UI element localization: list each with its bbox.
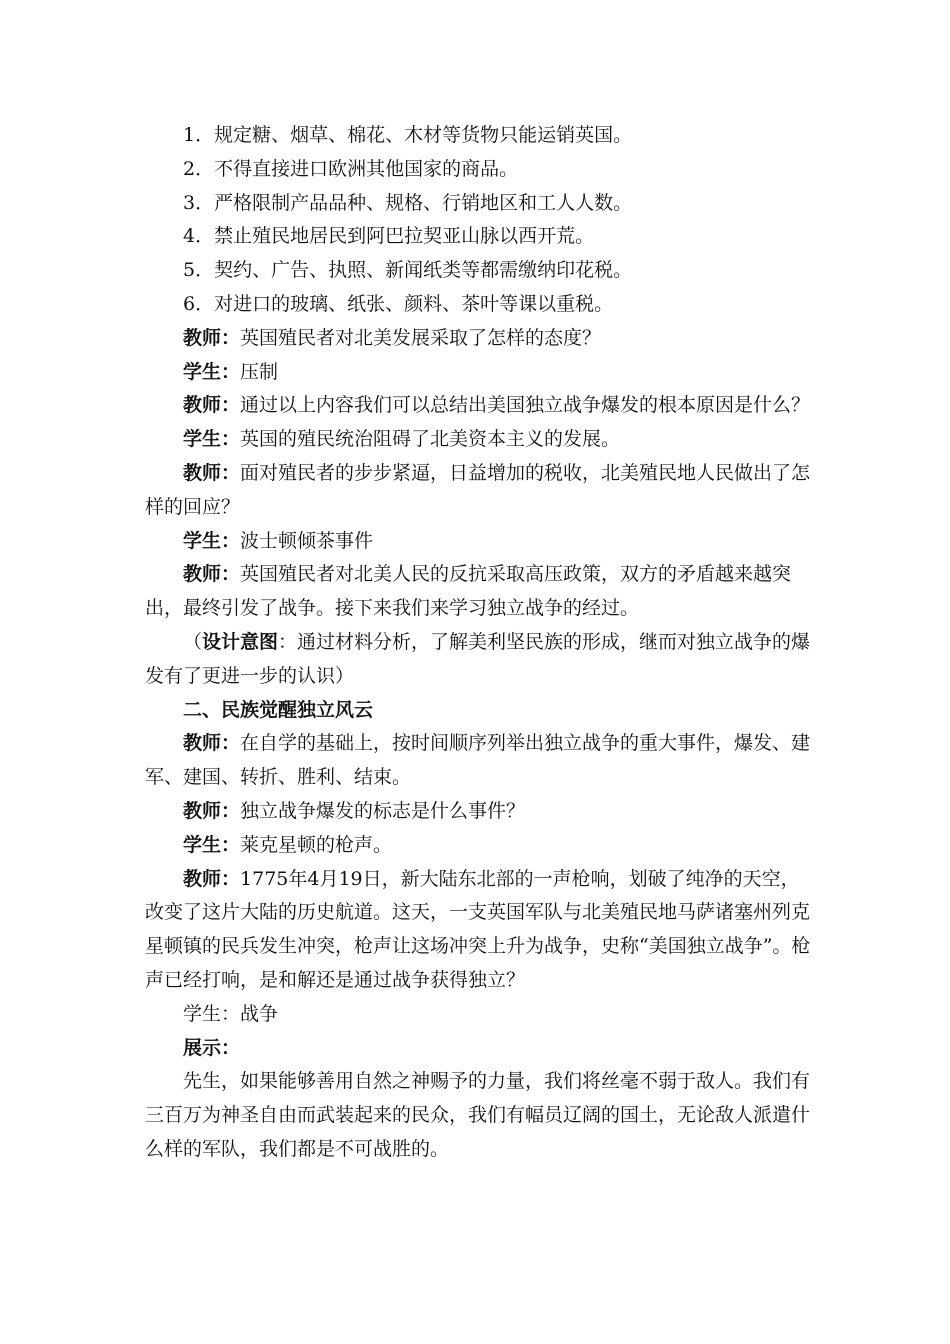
dialogue-line xyxy=(145,389,813,423)
speaker-label: 教师： xyxy=(183,563,241,586)
dialogue-text: 通过以上内容我们可以总结出美国独立战争爆发的根本原因是什么？ xyxy=(240,394,811,417)
speaker-label: 教师： xyxy=(183,461,241,484)
design-note-label: 设计意图 xyxy=(202,630,279,653)
dialogue-text: 波士顿倾茶事件 xyxy=(240,529,374,552)
design-note xyxy=(145,626,813,694)
dialogue-text: 英国殖民者对北美人民的反抗采取高压政策，双方的矛盾越来越突出，最终引发了战争。接下来我们来学习独立战争的经过。 xyxy=(145,563,792,620)
dialogue-line xyxy=(145,322,813,356)
dialogue-line xyxy=(145,356,813,390)
dialogue-text: 压制 xyxy=(240,360,279,383)
design-note-text: ：通过材料分析，了解美利坚民族的形成，继而对独立战争的爆发有了更进一步的认识） xyxy=(145,630,811,687)
list-item-4: 4．禁止殖民地居民到阿巴拉契亚山脉以西开荒。 xyxy=(183,225,595,248)
list-item-3: 3．严格限制产品品种、规格、行销地区和工人人数。 xyxy=(183,191,633,214)
list-item-6: 6．对进口的玻璃、纸张、颜料、茶叶等课以重税。 xyxy=(183,292,614,315)
dialogue-text: 独立战争爆发的标志是什么事件？ xyxy=(240,799,526,822)
student-reply: 学生：战争 xyxy=(183,1002,279,1025)
dialogue-line xyxy=(145,863,813,998)
dialogue-text: 在自学的基础上，按时间顺序列举出独立战争的重大事件，爆发、建军、建国、转折、胜利、结束。 xyxy=(145,732,811,789)
speaker-label: 学生： xyxy=(183,360,241,383)
dialogue-line xyxy=(145,525,813,559)
dialogue-line xyxy=(145,558,813,626)
section-heading: 二、民族觉醒独立风云 xyxy=(183,698,374,721)
dialogue-text: 英国殖民者对北美发展采取了怎样的态度？ xyxy=(240,326,602,349)
dialogue-text: 1775年4月19日，新大陆东北部的一声枪响，划破了纯净的天空，改变了这片大陆的历史航道。这天，一支英国军队与北美殖民地马萨诸塞州列克星顿镇的民兵发生冲突，枪声让这场冲突上升为战争，史称“美国独立战争”。枪声已经打响，是和解还是通过战争获得独立？ xyxy=(145,867,811,991)
dialogue-text: 英国的殖民统治阻碍了北美资本主义的发展。 xyxy=(240,428,621,451)
document-body xyxy=(145,119,813,1167)
speaker-label: 教师： xyxy=(183,394,241,417)
dialogue-line xyxy=(145,727,813,795)
dialogue-line xyxy=(145,795,813,829)
show-label: 展示： xyxy=(183,1036,241,1059)
list-item-5: 5．契约、广告、执照、新闻纸类等都需缴纳印花税。 xyxy=(183,259,633,282)
design-note-open: （ xyxy=(183,630,203,653)
speaker-label: 教师： xyxy=(183,799,241,822)
dialogue-line xyxy=(145,457,813,525)
dialogue-line xyxy=(145,423,813,457)
list-item-1: 1．规定糖、烟草、棉花、木材等货物只能运销英国。 xyxy=(183,124,633,146)
speaker-label: 学生： xyxy=(183,428,241,451)
speaker-label: 学生： xyxy=(183,529,241,552)
quote-paragraph: 先生，如果能够善用自然之神赐予的力量，我们将丝毫不弱于敌人。我们有三百万为神圣自由而武装起来的民众，我们有幅员辽阔的国土，无论敌人派遣什么样的军队，我们都是不可战胜的。 xyxy=(145,1070,811,1160)
list-item-2: 2．不得直接进口欧洲其他国家的商品。 xyxy=(183,157,519,180)
dialogue-text: 莱克星顿的枪声。 xyxy=(240,833,393,856)
dialogue-line xyxy=(145,829,813,863)
speaker-label: 教师： xyxy=(183,326,241,349)
speaker-label: 学生： xyxy=(183,833,241,856)
speaker-label: 教师： xyxy=(183,732,241,755)
speaker-label: 教师： xyxy=(183,867,241,890)
dialogue-text: 面对殖民者的步步紧逼，日益增加的税收，北美殖民地人民做出了怎样的回应？ xyxy=(145,461,811,518)
